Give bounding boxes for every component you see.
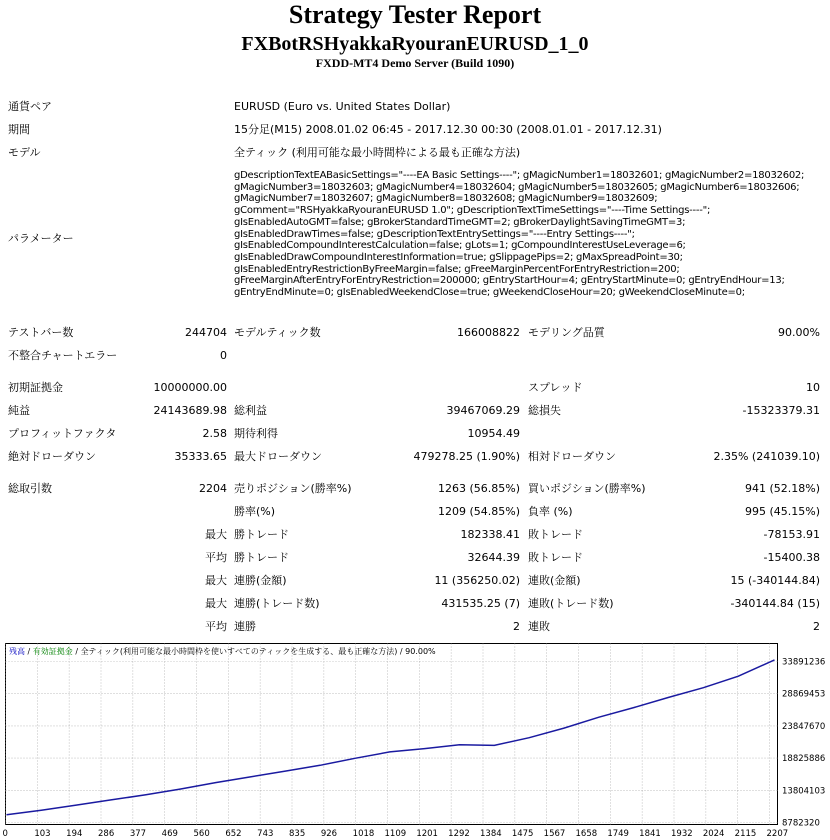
- plot-area: [6, 644, 778, 825]
- grossloss-label: 総損失: [528, 404, 561, 417]
- param-line: gMagicNumber3=18032603; gMagicNumber4=18032604; gMagicNumber5=18032605; gMagicNumber6=18032606;: [234, 181, 800, 193]
- avwin-label: 勝トレード: [234, 551, 289, 564]
- avloss-label: 敗トレード: [528, 551, 583, 564]
- x-tick-label: 0: [2, 829, 8, 839]
- avg-label: 平均: [205, 620, 227, 633]
- x-tick-label: 1292: [448, 829, 470, 839]
- max-label: 最大: [205, 597, 227, 610]
- quality-value: 90.00%: [778, 326, 820, 339]
- lgwin-value: 182338.41: [460, 528, 520, 541]
- acw-label: 連勝: [234, 620, 256, 633]
- y-tick-label: 23847670: [782, 721, 826, 732]
- mcl-label: 連敗(金額): [528, 574, 581, 587]
- model-label: モデル: [8, 146, 41, 159]
- lossrate-label: 負率 (%): [528, 505, 573, 518]
- param-line: gFreeMarginAfterEntryForEntryRestriction=200000; gEntryStartHour=4; gEntryStartMinute=0; gEntryEndHour=13;: [234, 275, 785, 287]
- x-tick-label: 194: [66, 829, 83, 839]
- netprofit-label: 純益: [8, 404, 30, 417]
- maxdd-label: 最大ドローダウン: [234, 450, 322, 463]
- y-tick-label: 28869453: [782, 689, 826, 700]
- long-value: 941 (52.18%): [744, 482, 820, 495]
- x-tick-label: 377: [129, 829, 147, 839]
- x-tick-label: 2024: [702, 829, 725, 839]
- ticks-value: 166008822: [457, 326, 520, 339]
- lossrate-value: 995 (45.15%): [744, 505, 820, 518]
- grossprofit-label: 総利益: [234, 404, 267, 417]
- x-tick-label: 1109: [384, 829, 407, 839]
- x-tick-label: 103: [34, 829, 51, 839]
- mcl-value: 15 (-340144.84): [730, 574, 820, 587]
- payoff-label: 期待利得: [234, 427, 278, 440]
- acw-value: 2: [513, 620, 520, 633]
- lgwin-label: 勝トレード: [234, 528, 289, 541]
- lgloss-value: -78153.91: [763, 528, 820, 541]
- param-line: gIsEnabledDrawCompoundInterestInformation=true; gSlippagePips=2; gMaxSpreadPoint=30;: [234, 251, 683, 263]
- param-line: gEntryEndMinute=0; gIsEnabledWeekendClose=true; gWeekendCloseHour=20; gWeekendCloseMinute=0;: [234, 287, 745, 299]
- params-label: パラメーター: [8, 232, 74, 245]
- y-tick-label: 18825886: [782, 754, 826, 765]
- report-title: Strategy Tester Report: [288, 0, 542, 29]
- short-value: 1263 (56.85%): [437, 482, 520, 495]
- x-tick-label: 469: [161, 829, 178, 839]
- x-tick-label: 1932: [671, 829, 693, 839]
- max-label: 最大: [205, 574, 227, 587]
- bars-label: テストバー数: [8, 326, 74, 339]
- reldd-value: 2.35% (241039.10): [713, 450, 820, 463]
- mcloss-value: -340144.84 (15): [730, 597, 820, 610]
- x-tick-label: 286: [98, 829, 115, 839]
- avwin-value: 32644.39: [467, 551, 520, 564]
- deposit-label: 初期証拠金: [8, 381, 63, 394]
- mismatch-label: 不整合チャートエラー: [8, 349, 118, 362]
- x-tick-label: 1384: [480, 829, 502, 839]
- y-tick-label: 8782320: [782, 818, 820, 829]
- report-subtitle: FXBotRSHyakkaRyouranEURUSD_1_0: [241, 33, 589, 55]
- spread-value: 10: [806, 381, 820, 394]
- grossprofit-value: 39467069.29: [446, 404, 520, 417]
- parameters-text: [234, 170, 824, 299]
- netprofit-value: 24143689.98: [153, 404, 227, 417]
- x-tick-label: 926: [320, 829, 338, 839]
- legend-equity: 有効証拠金: [32, 647, 73, 656]
- symbol-label: 通貨ペア: [8, 100, 52, 113]
- x-tick-label: 2207: [766, 829, 789, 839]
- x-tick-label: 1201: [416, 829, 438, 839]
- maxdd-value: 479278.25 (1.90%): [413, 450, 520, 463]
- legend-sep: /: [25, 647, 33, 656]
- legend-description: / 全ティック(利用可能な最小時間枠を使いすべてのティックを生成する、最も正確な方法) / 90.00%: [72, 647, 436, 656]
- x-tick-label: 1018: [352, 829, 375, 839]
- absdd-label: 絶対ドローダウン: [8, 450, 96, 463]
- winrate-value: 1209 (54.85%): [437, 505, 520, 518]
- param-line: gIsEnabledCompoundInterestCalculation=false; gLots=1; gCompoundInterestUseLeverage=6;: [234, 240, 686, 252]
- mcw-label: 連勝(金額): [234, 574, 287, 587]
- lgloss-label: 敗トレード: [528, 528, 583, 541]
- mcp-value: 431535.25 (7): [441, 597, 520, 610]
- x-tick-label: 1749: [607, 829, 629, 839]
- mcp-label: 連勝(トレード数): [234, 597, 320, 610]
- ticks-label: モデルティック数: [234, 326, 321, 339]
- winrate-label: 勝率(%): [234, 505, 276, 518]
- mismatch-value: 0: [220, 349, 227, 362]
- trades-label: 総取引数: [8, 482, 52, 495]
- mcw-value: 11 (356250.02): [434, 574, 520, 587]
- y-tick-label: 13804103: [782, 786, 826, 797]
- mcloss-label: 連敗(トレード数): [528, 597, 614, 610]
- period-label: 期間: [8, 123, 30, 136]
- balance-chart: [2, 643, 830, 840]
- x-tick-label: 560: [193, 829, 210, 839]
- payoff-value: 10954.49: [467, 427, 520, 440]
- param-line: gIsEnabledAutoGMT=false; gBrokerStandardTimeGMT=2; gBrokerDaylightSavingTimeGMT=3;: [234, 216, 686, 228]
- param-line: gMagicNumber7=18032607; gMagicNumber8=18032608; gMagicNumber9=18032609;: [234, 193, 658, 205]
- grossloss-value: -15323379.31: [742, 404, 820, 417]
- bars-value: 244704: [185, 326, 227, 339]
- spread-label: スプレッド: [528, 381, 583, 394]
- short-label: 売りポジション(勝率%): [234, 482, 352, 495]
- acl-label: 連敗: [528, 620, 550, 633]
- max-label: 最大: [205, 528, 227, 541]
- param-line: gIsEnabledEntryRestrictionByFreeMargin=false; gFreeMarginPercentForEntryRestriction=200;: [234, 263, 680, 275]
- x-tick-label: 743: [257, 829, 274, 839]
- pf-value: 2.58: [202, 427, 227, 440]
- acl-value: 2: [813, 620, 820, 633]
- absdd-value: 35333.65: [174, 450, 227, 463]
- x-tick-label: 2115: [734, 829, 757, 839]
- x-tick-label: 835: [289, 829, 306, 839]
- param-line: gComment="RSHyakkaRyouranEURUSD 1.0"; gDescriptionTextTimeSettings="----Time Settings----";: [234, 205, 711, 217]
- chart-legend: [9, 646, 436, 656]
- deposit-value: 10000000.00: [153, 381, 227, 394]
- x-tick-label: 652: [225, 829, 242, 839]
- model-value: 全ティック (利用可能な最小時間枠による最も正確な方法): [234, 146, 521, 159]
- server-name: FXDD-MT4 Demo Server (Build 1090): [315, 56, 515, 70]
- x-tick-label: 1475: [511, 829, 534, 839]
- x-tick-label: 1841: [639, 829, 661, 839]
- avg-label: 平均: [205, 551, 227, 564]
- param-line: gIsEnabledDrawTimes=false; gDescriptionTextEntrySettings="----Entry Settings----";: [234, 228, 635, 240]
- y-tick-label: 33891236: [782, 657, 826, 668]
- trades-value: 2204: [199, 482, 227, 495]
- legend-balance: 残高: [9, 647, 25, 656]
- quality-label: モデリング品質: [528, 326, 605, 339]
- avloss-value: -15400.38: [763, 551, 820, 564]
- param-line: gDescriptionTextEABasicSettings="----EA Basic Settings----"; gMagicNumber1=18032601; gMagicNumber2=18032602;: [234, 170, 805, 181]
- x-tick-label: 1567: [543, 829, 566, 839]
- period-value: 15分足(M15) 2008.01.02 06:45 - 2017.12.30 00:30 (2008.01.01 - 2017.12.31): [234, 123, 662, 136]
- pf-label: プロフィットファクタ: [8, 427, 117, 440]
- x-tick-label: 1658: [575, 829, 598, 839]
- reldd-label: 相対ドローダウン: [528, 450, 616, 463]
- long-label: 買いポジション(勝率%): [528, 482, 646, 495]
- symbol-value: EURUSD (Euro vs. United States Dollar): [234, 100, 451, 113]
